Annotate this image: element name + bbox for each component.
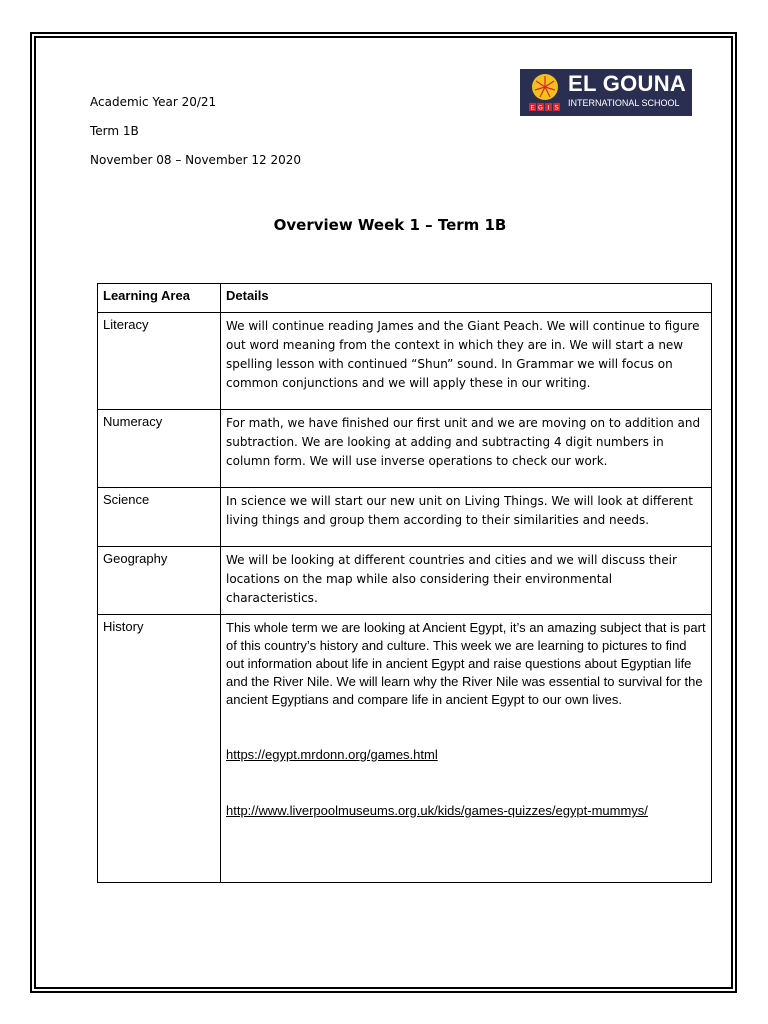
page-title: Overview Week 1 – Term 1B — [273, 216, 507, 234]
table-row — [98, 313, 712, 410]
table-header-row — [98, 284, 712, 313]
row-details-numeracy: For math, we have finished our first unit and we are moving on to addition and subtraction. We are looking at adding and subtracting 4 digit numbers in column form. We will use inverse operations to check our work. — [221, 410, 712, 488]
link-egypt-mrdonn[interactable]: https://egypt.mrdonn.org/games.html — [226, 747, 438, 762]
badge-letter-g: G — [538, 105, 543, 112]
sun-emblem-icon — [528, 72, 562, 112]
row-area-science: Science — [98, 488, 221, 547]
table-row — [98, 547, 712, 615]
badge-letter-i: I — [547, 105, 550, 112]
term-label: Term 1B — [90, 124, 139, 138]
school-logo — [520, 69, 692, 116]
row-area-geography: Geography — [98, 547, 221, 615]
row-area-history: History — [98, 615, 221, 883]
badge-letter-s: S — [554, 105, 559, 112]
row-details-science: In science we will start our new unit on Living Things. We will look at different living things and group them according to their similarities and needs. — [221, 488, 712, 547]
week-dates: November 08 – November 12 2020 — [90, 153, 302, 167]
header-details: Details — [221, 284, 712, 313]
table-row — [98, 410, 712, 488]
row-details-geography: We will be looking at different countries and cities and we will discuss their locations on the map while also considering their environmental characteristics. — [221, 547, 712, 615]
table-row — [98, 615, 712, 883]
logo-name: EL GOUNA — [568, 71, 687, 96]
logo-subtitle: INTERNATIONAL SCHOOL — [568, 98, 680, 108]
row-details-literacy: We will continue reading James and the Giant Peach. We will continue to figure out word meaning from the context in which they are in. We will start a new spelling lesson with continued “Shun” sound. In Grammar we will focus on common conjunctions and we will apply these in our writing. — [221, 313, 712, 410]
overview-table — [97, 283, 712, 883]
row-area-numeracy: Numeracy — [98, 410, 221, 488]
row-details-history-cell — [221, 615, 712, 883]
academic-year: Academic Year 20/21 — [90, 95, 217, 109]
badge-letter-e: E — [530, 105, 535, 112]
row-area-literacy: Literacy — [98, 313, 221, 410]
header-learning-area: Learning Area — [98, 284, 221, 313]
row-details-history: This whole term we are looking at Ancient Egypt, it’s an amazing subject that is part of this country’s history and culture. This week we are learning to pictures to find out information about life in ancient Egypt and raise questions about Egyptian life and the River Nile. We will learn why the River Nile was essential to survival for the ancient Egyptians and compare life in ancient Egypt to our own lives. — [226, 620, 706, 707]
link-liverpool-museums[interactable]: http://www.liverpoolmuseums.org.uk/kids/games-quizzes/egypt-mummys/ — [226, 803, 648, 818]
table-row — [98, 488, 712, 547]
